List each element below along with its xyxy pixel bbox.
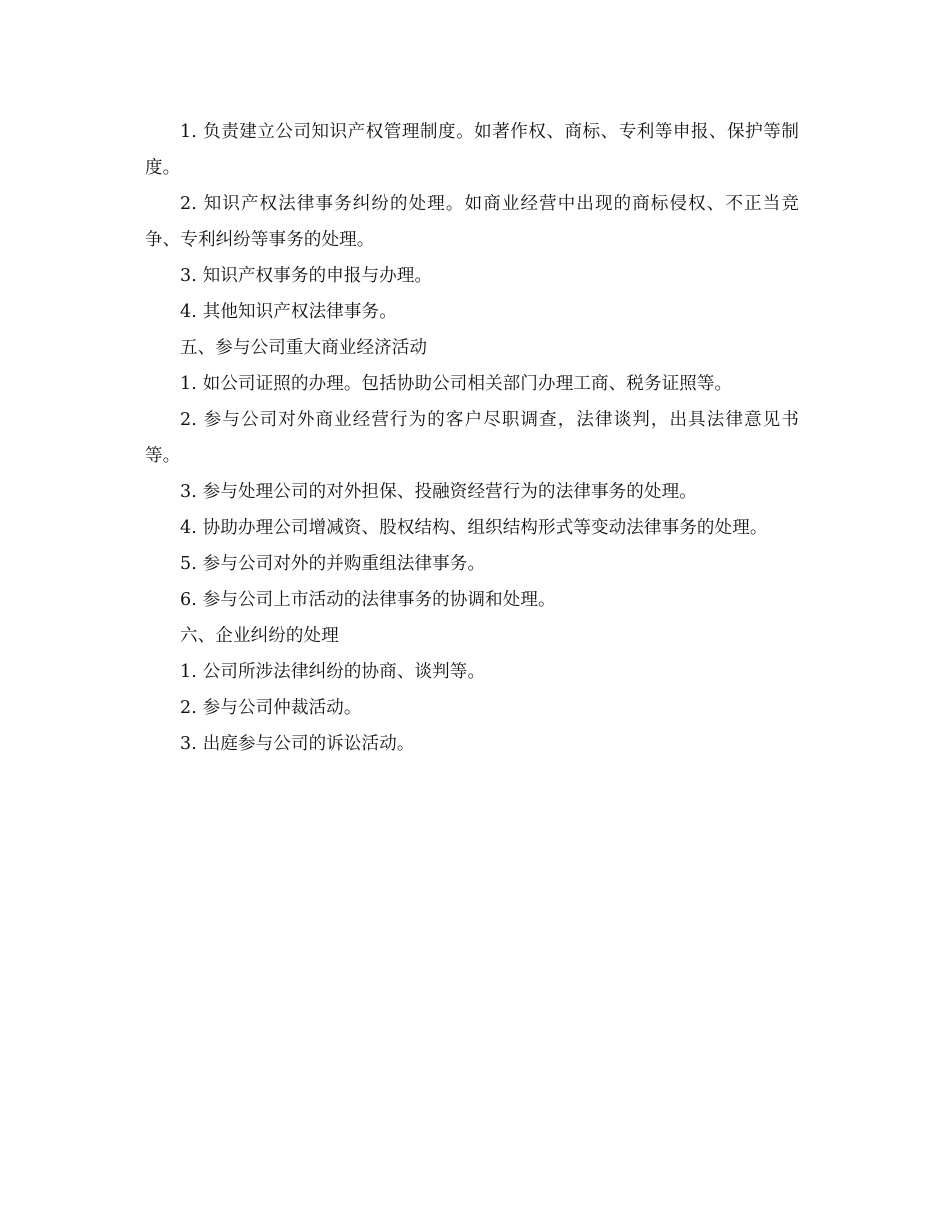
paragraph-capital-structure-change: 4. 协助办理公司增减资、股权结构、组织结构形式等变动法律事务的处理。 — [180, 518, 768, 538]
paragraph-license-handling: 1. 如公司证照的办理。包括协助公司相关部门办理工商、税务证照等。 — [180, 374, 733, 394]
paragraph-listing-activities: 6. 参与公司上市活动的法律事务的协调和处理。 — [180, 590, 556, 610]
paragraph-litigation: 3. 出庭参与公司的诉讼活动。 — [180, 734, 415, 754]
paragraph-other-ip-affairs: 4. 其他知识产权法律事务。 — [180, 302, 397, 322]
paragraph-due-diligence: 2. 参与公司对外商业经营行为的客户尽职调查，法律谈判，出具法律意见书等。 — [145, 410, 799, 466]
paragraph-ip-application: 3. 知识产权事务的申报与办理。 — [180, 266, 433, 286]
paragraph-dispute-negotiation: 1. 公司所涉法律纠纷的协商、谈判等。 — [180, 662, 486, 682]
paragraph-ip-dispute-handling: 2. 知识产权法律事务纠纷的处理。如商业经营中出现的商标侵权、不正当竞争、专利纠纷等事务的处理。 — [145, 194, 799, 250]
paragraph-guarantee-investment: 3. 参与处理公司的对外担保、投融资经营行为的法律事务的处理。 — [180, 482, 697, 502]
paragraph-merger-reorganization: 5. 参与公司对外的并购重组法律事务。 — [180, 554, 486, 574]
paragraph-ip-management-system: 1. 负责建立公司知识产权管理制度。如著作权、商标、专利等申报、保护等制度。 — [145, 122, 799, 178]
document-body — [145, 114, 799, 762]
paragraph-arbitration: 2. 参与公司仲裁活动。 — [180, 698, 362, 718]
section-heading-five: 五、参与公司重大商业经济活动 — [180, 338, 428, 358]
section-heading-six: 六、企业纠纷的处理 — [180, 626, 339, 646]
